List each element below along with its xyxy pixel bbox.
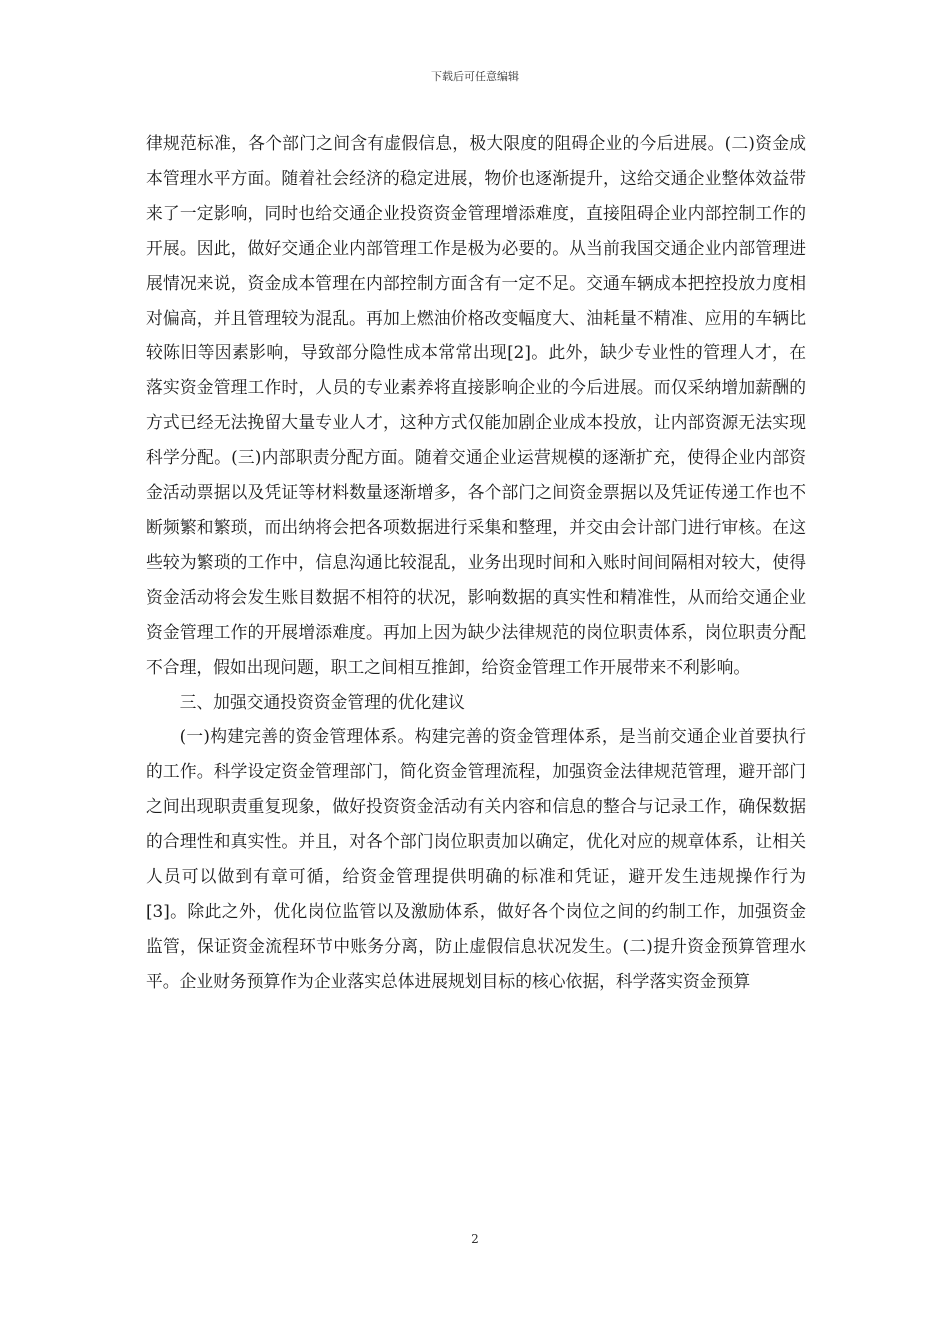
document-body: [146, 126, 806, 999]
body-paragraph: (一)构建完善的资金管理体系。构建完善的资金管理体系，是当前交通企业首要执行的工作。科学设定资金管理部门，简化资金管理流程，加强资金法律规范管理，避开部门之间出现职责重复现象，做好投资资金活动有关内容和信息的整合与记录工作，确保数据的合理性和真实性。并且，对各个部门岗位职责加以确定，优化对应的规章体系，让相关人员可以做到有章可循，给资金管理提供明确的标准和凭证，避开发生违规操作行为[3]。除此之外，优化岗位监管以及激励体系，做好各个岗位之间的约制工作，加强资金监管，保证资金流程环节中账务分离，防止虚假信息状况发生。(二)提升资金预算管理水平。企业财务预算作为企业落实总体进展规划目标的核心依据，科学落实资金预算: [146, 726, 806, 991]
section-heading: 三、加强交通投资资金管理的优化建议: [179, 691, 465, 712]
body-paragraph: 律规范标准，各个部门之间含有虚假信息，极大限度的阻碍企业的今后进展。(二)资金成本管理水平方面。随着社会经济的稳定进展，物价也逐渐提升，这给交通企业整体效益带来了一定影响，同时也给交通企业投资资金管理增添难度，直接阻碍企业内部控制工作的开展。因此，做好交通企业内部管理工作是极为必要的。从当前我国交通企业内部管理进展情况来说，资金成本管理在内部控制方面含有一定不足。交通车辆成本把控投放力度相对偏高，并且管理较为混乱。再加上燃油价格改变幅度大、油耗量不精准、应用的车辆比较陈旧等因素影响，导致部分隐性成本常常出现[2]。此外，缺少专业性的管理人才，在落实资金管理工作时，人员的专业素养将直接影响企业的今后进展。而仅采纳增加薪酬的方式已经无法挽留大量专业人才，这种方式仅能加剧企业成本投放，让内部资源无法实现科学分配。(三)内部职责分配方面。随着交通企业运营规模的逐渐扩充，使得企业内部资金活动票据以及凭证等材料数量逐渐增多，各个部门之间资金票据以及凭证传递工作也不断频繁和繁琐，而出纳将会把各项数据进行采集和整理，并交由会计部门进行审核。在这些较为繁琐的工作中，信息沟通比较混乱，业务出现时间和入账时间间隔相对较大，使得资金活动将会发生账目数据不相符的状况，影响数据的真实性和精准性，从而给交通企业资金管理工作的开展增添难度。再加上因为缺少法律规范的岗位职责体系，岗位职责分配不合理，假如出现问题，职工之间相互推卸，给资金管理工作开展带来不利影响。: [146, 133, 806, 677]
page-header: 下载后可任意编辑: [431, 70, 519, 83]
page-number: 2: [471, 1232, 479, 1246]
